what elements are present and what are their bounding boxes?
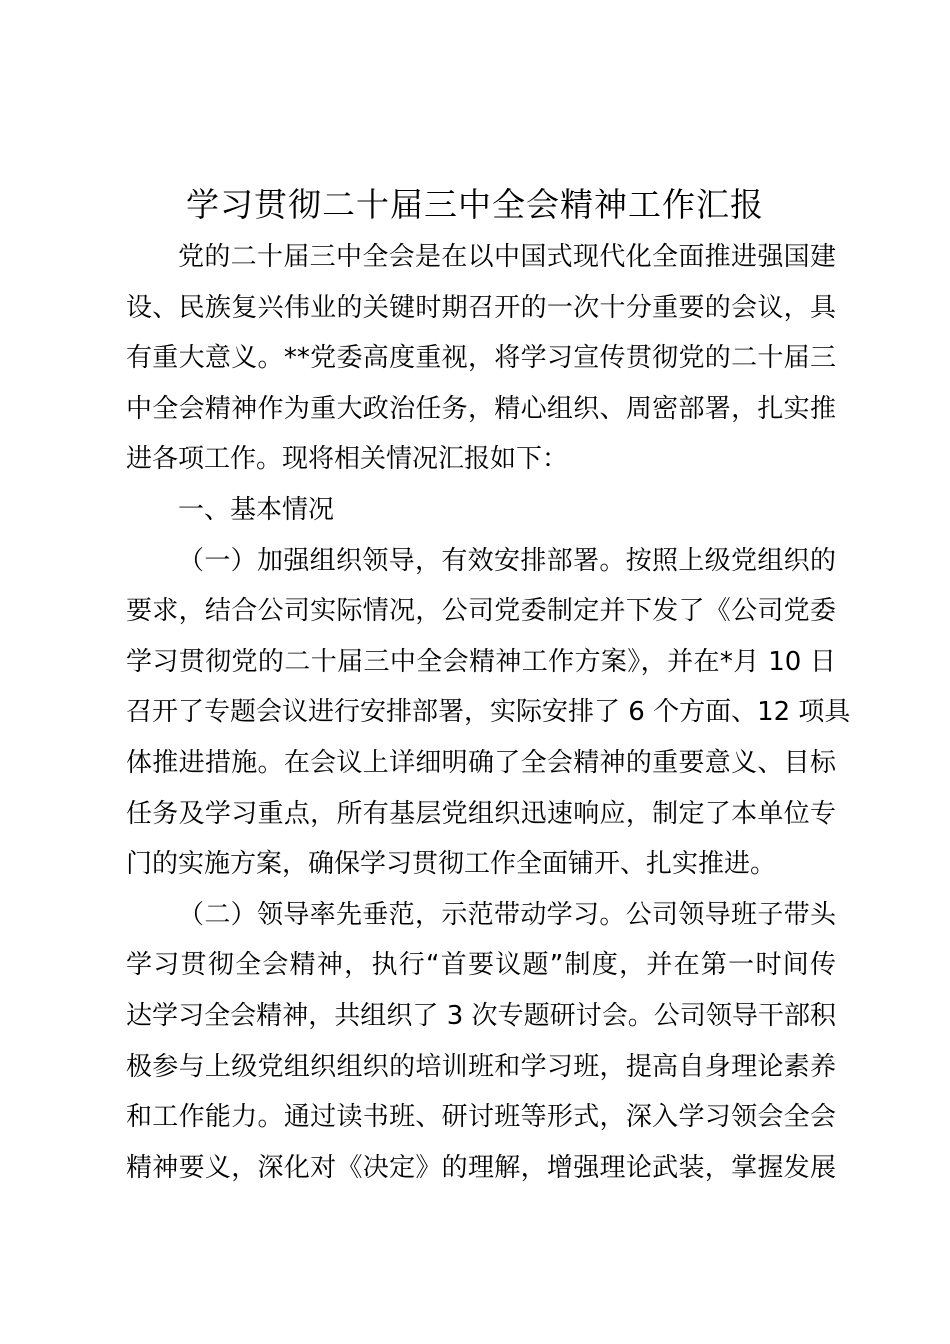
paragraph-line: 进各项工作。现将相关情况汇报如下： <box>126 444 569 475</box>
paragraph-line: 体推进措施。在会议上详细明确了全会精神的重要意义、目标 <box>126 747 836 778</box>
section-heading: 一、基本情况 <box>178 494 335 525</box>
paragraph-line: 和工作能力。通过读书班、研讨班等形式，深入学习领会全会 <box>126 1102 836 1133</box>
paragraph-line: 任务及学习重点，所有基层党组织迅速响应，制定了本单位专 <box>126 798 836 829</box>
paragraph-line: （二）领导率先垂范，示范带动学习。公司领导班子带头 <box>178 899 836 930</box>
paragraph-line: 精神要义，深化对《决定》的理解，增强理论武装，掌握发展 <box>126 1152 836 1183</box>
paragraph-line: 要求，结合公司实际情况，公司党委制定并下发了《公司党委 <box>126 596 836 627</box>
paragraph-line: 学习贯彻党的二十届三中全会精神工作方案》，并在*月 10 日 <box>126 646 836 677</box>
paragraph-line: 有重大意义。**党委高度重视，将学习宣传贯彻党的二十届三 <box>126 343 836 374</box>
document-title: 学习贯彻二十届三中全会精神工作汇报 <box>186 185 764 224</box>
paragraph-line: 极参与上级党组织组织的培训班和学习班，提高自身理论素养 <box>126 1051 836 1082</box>
paragraph-line: 学习贯彻全会精神，执行“首要议题”制度，并在第一时间传 <box>126 950 836 981</box>
paragraph-line: 党的二十届三中全会是在以中国式现代化全面推进强国建 <box>178 242 836 272</box>
paragraph-line: 达学习全会精神，共组织了 3 次专题研讨会。公司领导干部积 <box>126 1000 836 1031</box>
paragraph-line: （一）加强组织领导，有效安排部署。按照上级党组织的 <box>178 545 836 576</box>
paragraph-line: 门的实施方案，确保学习贯彻工作全面铺开、扎实推进。 <box>126 849 777 880</box>
paragraph-line: 召开了专题会议进行安排部署，实际安排了 6 个方面、12 项具 <box>126 697 851 728</box>
paragraph-line: 中全会精神作为重大政治任务，精心组织、周密部署，扎实推 <box>126 393 836 424</box>
document-body <box>126 232 851 1193</box>
paragraph-line: 设、民族复兴伟业的关键时期召开的一次十分重要的会议，具 <box>126 292 836 323</box>
